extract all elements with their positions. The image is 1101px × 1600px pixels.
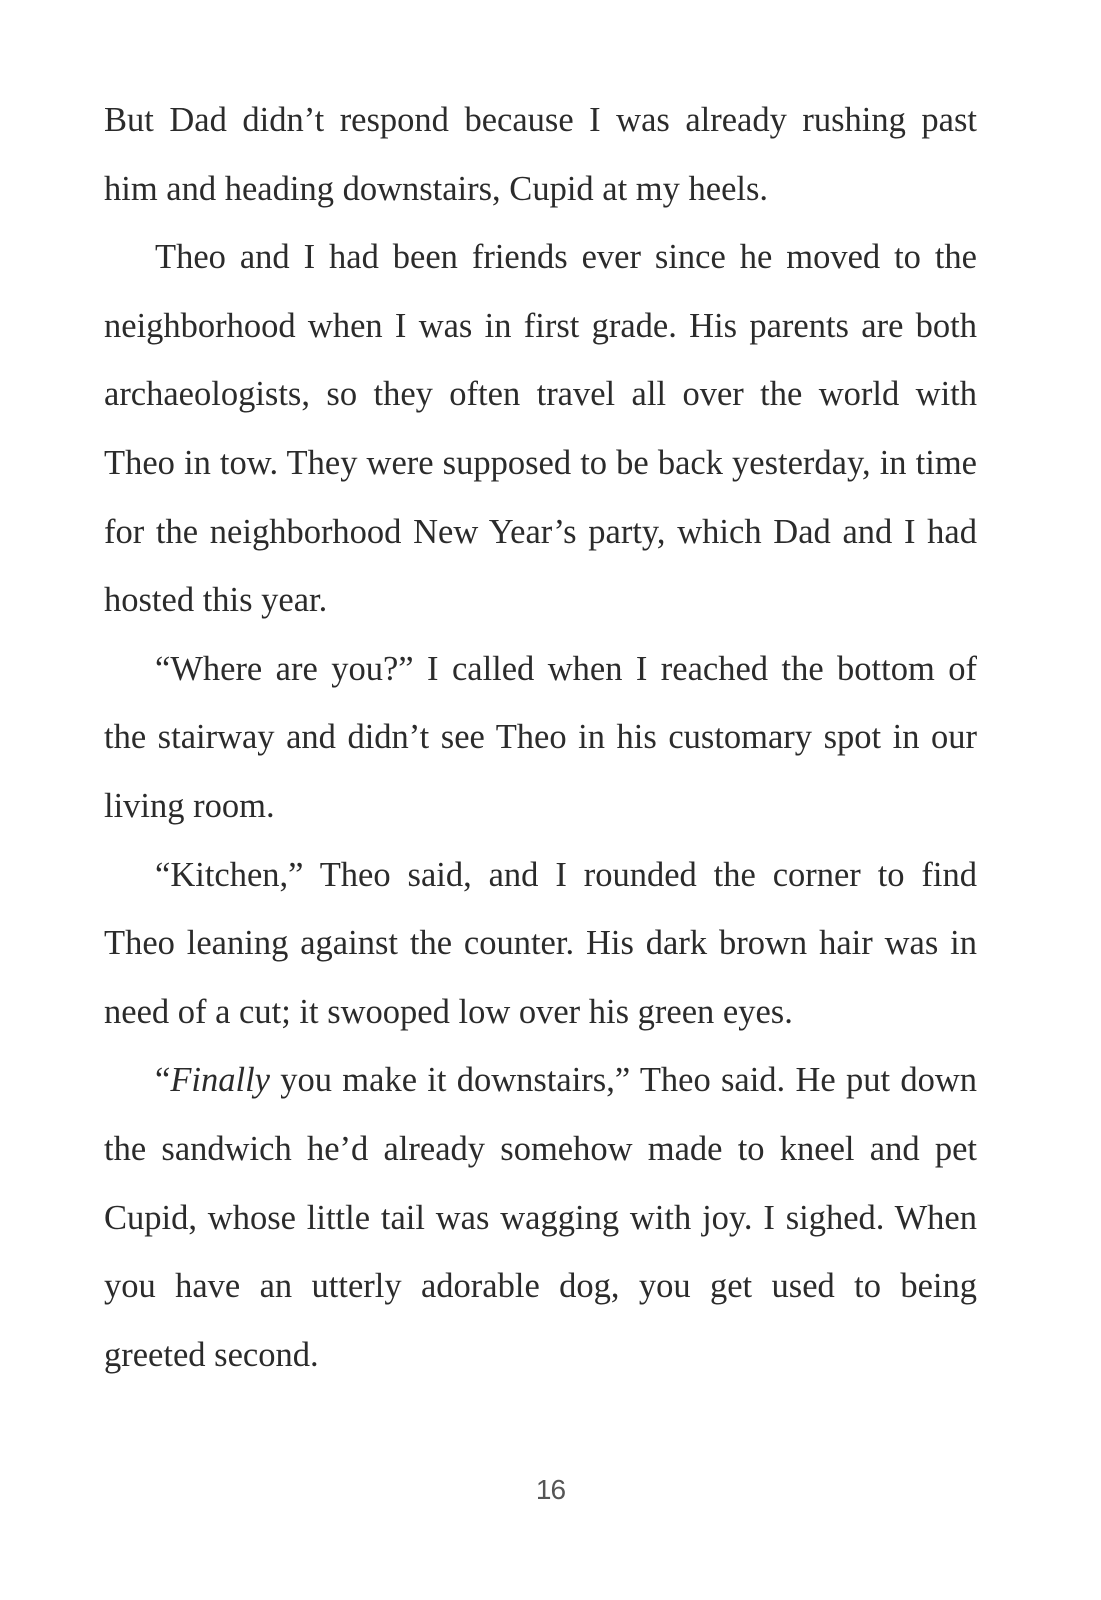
body-text <box>104 86 977 1389</box>
paragraph-3 <box>104 635 977 841</box>
paragraph-1 <box>104 86 977 223</box>
paragraph-4 <box>104 841 977 1047</box>
paragraph-1-text: But Dad didn’t respond because I was already rushing past him and heading downstairs, Cupid at my heels. <box>104 101 977 208</box>
paragraph-4-text: “Kitchen,” Theo said, and I rounded the corner to find Theo leaning against the counter. His dark brown hair was in need of a cut; it swooped low over his green eyes. <box>104 855 977 1031</box>
paragraph-3-text: “Where are you?” I called when I reached the bottom of the stairway and didn’t see Theo in his customary spot in our living room. <box>104 649 977 825</box>
italic-emphasis: Finally <box>170 1061 270 1100</box>
opening-quote: “ <box>155 1061 171 1100</box>
paragraph-2 <box>104 223 977 635</box>
paragraph-5 <box>104 1046 977 1389</box>
paragraph-5-text: you make it downstairs,” Theo said. He put down the sandwich he’d already somehow made to kneel and pet Cupid, whose little tail was wagging with joy. I sighed. When you have an utterly adorable dog, you get used to being greeted second. <box>104 1061 977 1374</box>
page-number: 16 <box>535 1474 566 1505</box>
paragraph-2-text: Theo and I had been friends ever since he moved to the neighborhood when I was in first grade. His parents are both archaeologists, so they often travel all over the world with Theo in tow. They were supposed to be back yesterday, in time for the neighborhood New Year’s party, which Dad and I had hosted this year. <box>104 238 977 620</box>
